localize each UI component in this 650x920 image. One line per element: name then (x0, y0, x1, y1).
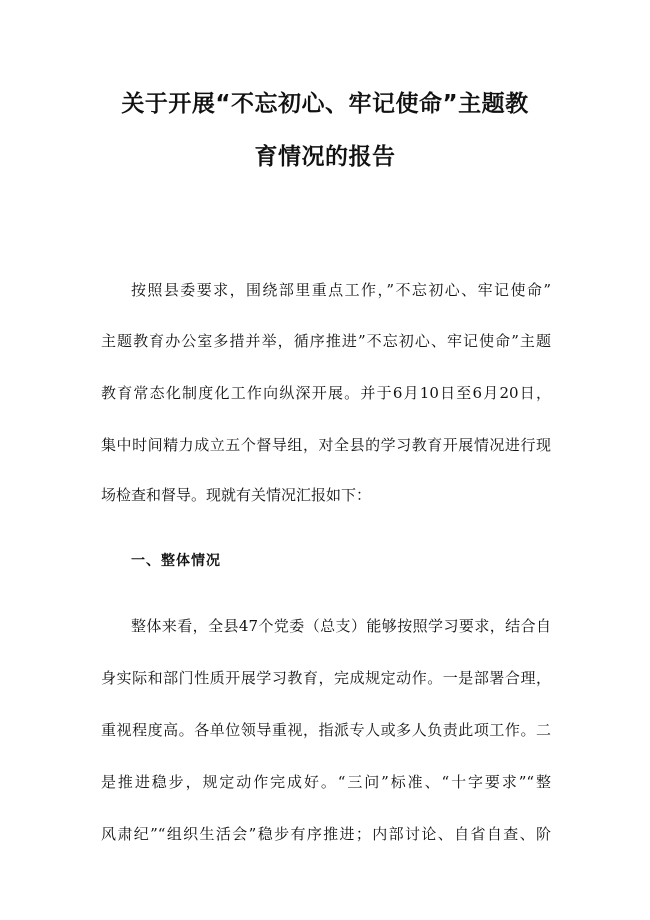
paragraph-line: 集中时间精力成立五个督导组，对全县的学习教育开展情况进行现 (101, 436, 551, 454)
paragraph-line: 重视程度高。各单位领导重视，指派专人或多人负责此项工作。二 (101, 721, 551, 739)
paragraph-line: 按照县委要求，围绕部里重点工作，”不忘初心、牢记使命” (131, 281, 551, 299)
section-heading: 一、整体情况 (131, 553, 221, 569)
document-title-line-1: 关于开展“不忘初心、牢记使命”主题教 (121, 91, 529, 117)
paragraph-line: 主题教育办公室多措并举，循序推进”不忘初心、牢记使命”主题 (101, 332, 551, 350)
paragraph-line: 场检查和督导。现就有关情况汇报如下： (101, 486, 372, 504)
paragraph-line: 身实际和部门性质开展学习教育，完成规定动作。一是部署合理， (101, 669, 551, 687)
paragraph-line: 是推进稳步，规定动作完成好。“三问”标准、“十字要求”“整 (101, 773, 551, 791)
paragraph-line: 风肃纪”“组织生活会”稳步有序推进；内部讨论、自省自查、阶 (101, 825, 551, 843)
document-title-line-2: 育情况的报告 (254, 144, 396, 170)
paragraph-line: 教育常态化制度化工作向纵深开展。并于6月10日至6月20日， (101, 384, 551, 402)
paragraph-line: 整体来看，全县47个党委（总支）能够按照学习要求，结合自 (131, 617, 551, 635)
